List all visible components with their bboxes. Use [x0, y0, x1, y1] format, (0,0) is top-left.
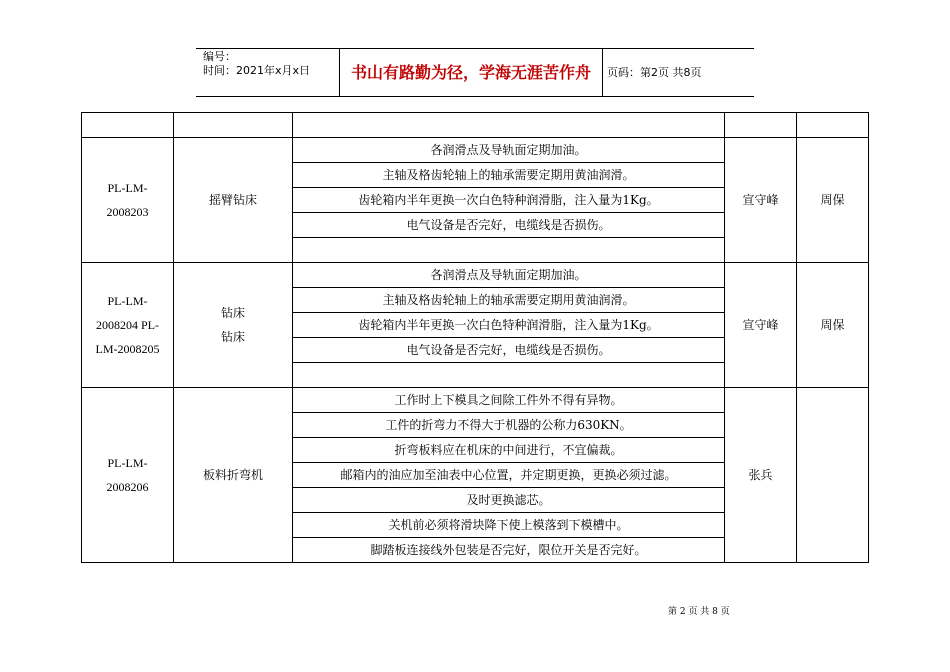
- maintenance-item: 关机前必须将滑块降下使上模落到下模槽中。: [293, 513, 725, 538]
- equipment-code-line: PL-LM-: [107, 181, 148, 195]
- header-page-code: 页码：第2页 共8页: [607, 66, 702, 79]
- header-cell-name: [174, 113, 293, 138]
- maintenance-level: 周保: [797, 263, 869, 388]
- equipment-code-line: 2008203: [106, 205, 149, 219]
- table-row: [82, 388, 869, 413]
- maintenance-item: [293, 238, 725, 263]
- maintenance-level: 周保: [797, 138, 869, 263]
- header-cell-code: [82, 113, 174, 138]
- maintenance-item: [293, 363, 725, 388]
- equipment-name: 板料折弯机: [202, 468, 263, 482]
- document-number-label: 编号：: [203, 50, 236, 63]
- table-header-row: [82, 113, 869, 138]
- document-date: 时间：2021年x月x日: [203, 64, 311, 77]
- header-motto: 书山有路勤为径，学海无涯苦作舟: [350, 63, 591, 82]
- equipment-code-line: PL-LM-: [107, 456, 148, 470]
- equipment-code-cell: [82, 263, 174, 388]
- equipment-code-line: 2008206: [106, 480, 149, 494]
- header-cell-person: [725, 113, 797, 138]
- responsible-person: 宣守峰: [725, 263, 797, 388]
- responsible-person: 张兵: [725, 388, 797, 563]
- maintenance-item: 工件的折弯力不得大于机器的公称力630KN。: [293, 413, 725, 438]
- maintenance-item: 齿轮箱内半年更换一次白色特种润滑脂，注入量为1Kg。: [293, 188, 725, 213]
- equipment-code-line: PL-LM-: [107, 294, 148, 308]
- maintenance-item: 工作时上下模具之间除工件外不得有异物。: [293, 388, 725, 413]
- header-meta: [203, 50, 339, 78]
- responsible-person: 宣守峰: [725, 138, 797, 263]
- maintenance-level: [797, 388, 869, 563]
- equipment-name-cell: [174, 263, 293, 388]
- equipment-name: 钻床: [220, 306, 245, 320]
- maintenance-item: 各润滑点及导轨面定期加油。: [293, 263, 725, 288]
- maintenance-item: 折弯板料应在机床的中间进行，不宜偏裁。: [293, 438, 725, 463]
- maintenance-item: 脚踏板连接线外包装是否完好，限位开关是否完好。: [293, 538, 725, 563]
- table-row: [82, 138, 869, 163]
- equipment-code-cell: [82, 388, 174, 563]
- equipment-code-line: LM-2008205: [95, 342, 160, 356]
- header-cell-content: [293, 113, 725, 138]
- equipment-name-cell: [174, 138, 293, 263]
- maintenance-item: 邮箱内的油应加至油表中心位置，并定期更换，更换必须过滤。: [293, 463, 725, 488]
- equipment-code-cell: [82, 138, 174, 263]
- page-footer: 第 2 页 共 8 页: [668, 607, 730, 617]
- header-bottom-rule: [196, 96, 754, 97]
- equipment-code-line: 2008204 PL-: [96, 318, 159, 332]
- equipment-name: 钻床: [220, 330, 245, 344]
- header-cell-level: [797, 113, 869, 138]
- maintenance-item: 各润滑点及导轨面定期加油。: [293, 138, 725, 163]
- equipment-name-cell: [174, 388, 293, 563]
- table-row: [82, 263, 869, 288]
- maintenance-item: 及时更换滤芯。: [293, 488, 725, 513]
- maintenance-item: 电气设备是否完好，电缆线是否损伤。: [293, 213, 725, 238]
- equipment-name: 摇臂钻床: [208, 193, 257, 207]
- header-top-rule: [196, 48, 754, 49]
- maintenance-item: 电气设备是否完好，电缆线是否损伤。: [293, 338, 725, 363]
- header-divider-right: [602, 48, 603, 97]
- maintenance-item: 主轴及格齿轮轴上的轴承需要定期用黄油润滑。: [293, 288, 725, 313]
- maintenance-item: 齿轮箱内半年更换一次白色特种润滑脂，注入量为1Kg。: [293, 313, 725, 338]
- maintenance-table: [81, 112, 869, 563]
- maintenance-item: 主轴及格齿轮轴上的轴承需要定期用黄油润滑。: [293, 163, 725, 188]
